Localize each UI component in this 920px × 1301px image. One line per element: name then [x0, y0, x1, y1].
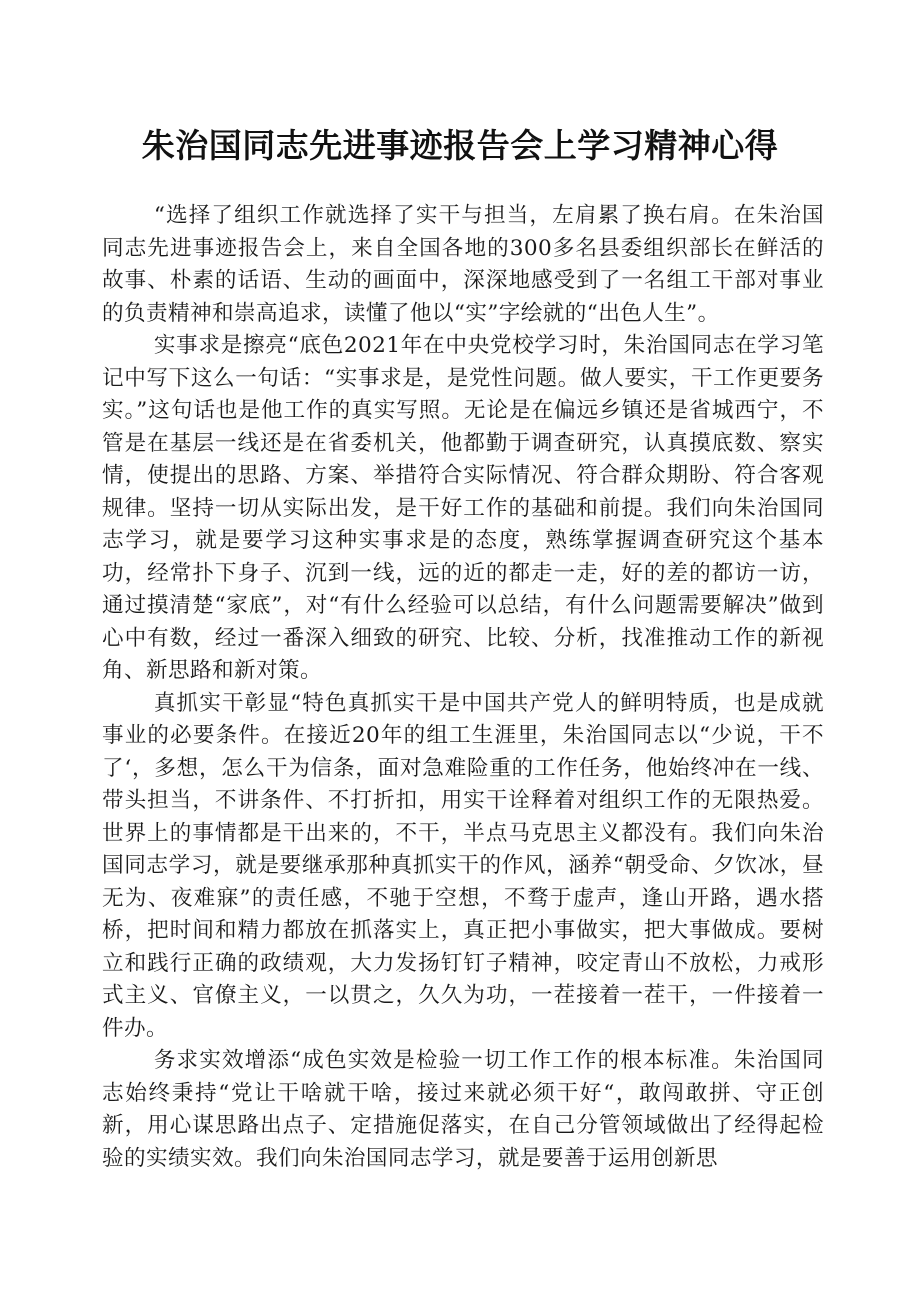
paragraph-results: 务求实效增添“成色实效是检验一切工作工作的根本标准。朱治国同志始终秉持“党让干啥就干啥，接过来就必须干好“，敢闯敢拼、守正创新，用心谋思路出点子、定措施促落实，在自己分管领域做出了经得起检验的实绩实效。我们向朱治国同志学习，就是要善于运用创新思: [102, 1048, 824, 1171]
paragraph-intro: “选择了组织工作就选择了实干与担当，左肩累了换右肩。在朱治国同志先进事迹报告会上，来自全国各地的300多名县委组织部长在鲜活的故事、朴素的话语、生动的画面中，深深地感受到了一名组工干部对事业的负责精神和崇高追求，读懂了他以“实”字绘就的“出色人生”。: [102, 203, 824, 326]
paragraph-hard-work: 真抓实干彰显“特色真抓实干是中国共产党人的鲜明特质，也是成就事业的必要条件。在接近20年的组工生涯里，朱治国同志以“少说，干不了‘，多想，怎么干为信条，面对急难险重的工作任务，他始终冲在一线、带头担当，不讲条件、不打折扣，用实干诠释着对组织工作的无限热爱。世界上的事情都是干出来的，不干，半点马克思主义都没有。我们向朱治国同志学习，就是要继承那种真抓实干的作风，涵养“朝受命、夕饮冰，昼无为、夜难寐”的责任感，不驰于空想，不骛于虚声，逢山开路，遇水搭桥，把时间和精力都放在抓落实上，真正把小事做实，把大事做成。要树立和践行正确的政绩观，大力发扬钉钉子精神，咬定青山不放松，力戒形式主义、官僚主义，一以贯之，久久为功，一茬接着一茬干，一件接着一件办。: [102, 690, 824, 1041]
paragraph-seek-truth: 实事求是擦亮“底色2021年在中央党校学习时，朱治国同志在学习笔记中写下这么一句话：“实事求是，是党性问题。做人要实，干工作更要务实。”这句话也是他工作的真实写照。无论是在偏远乡镇还是省城西宁，不管是在基层一线还是在省委机关，他都勤于调查研究，认真摸底数、察实情，使提出的思路、方案、举措符合实际情况、符合群众期盼、符合客观规律。坚持一切从实际出发，是干好工作的基础和前提。我们向朱治国同志学习，就是要学习这种实事求是的态度，熟练掌握调查研究这个基本功，经常扑下身子、沉到一线，远的近的都走一走，好的差的都访一访，通过摸清楚“家底”，对“有什么经验可以总结，有什么问题需要解决”做到心中有数，经过一番深入细致的研究、比较、分析，找准推动工作的新视角、新思路和新对策。: [102, 333, 824, 683]
document-title: 朱治国同志先进事迹报告会上学习精神心得: [141, 126, 779, 165]
document-body: [102, 200, 824, 1175]
